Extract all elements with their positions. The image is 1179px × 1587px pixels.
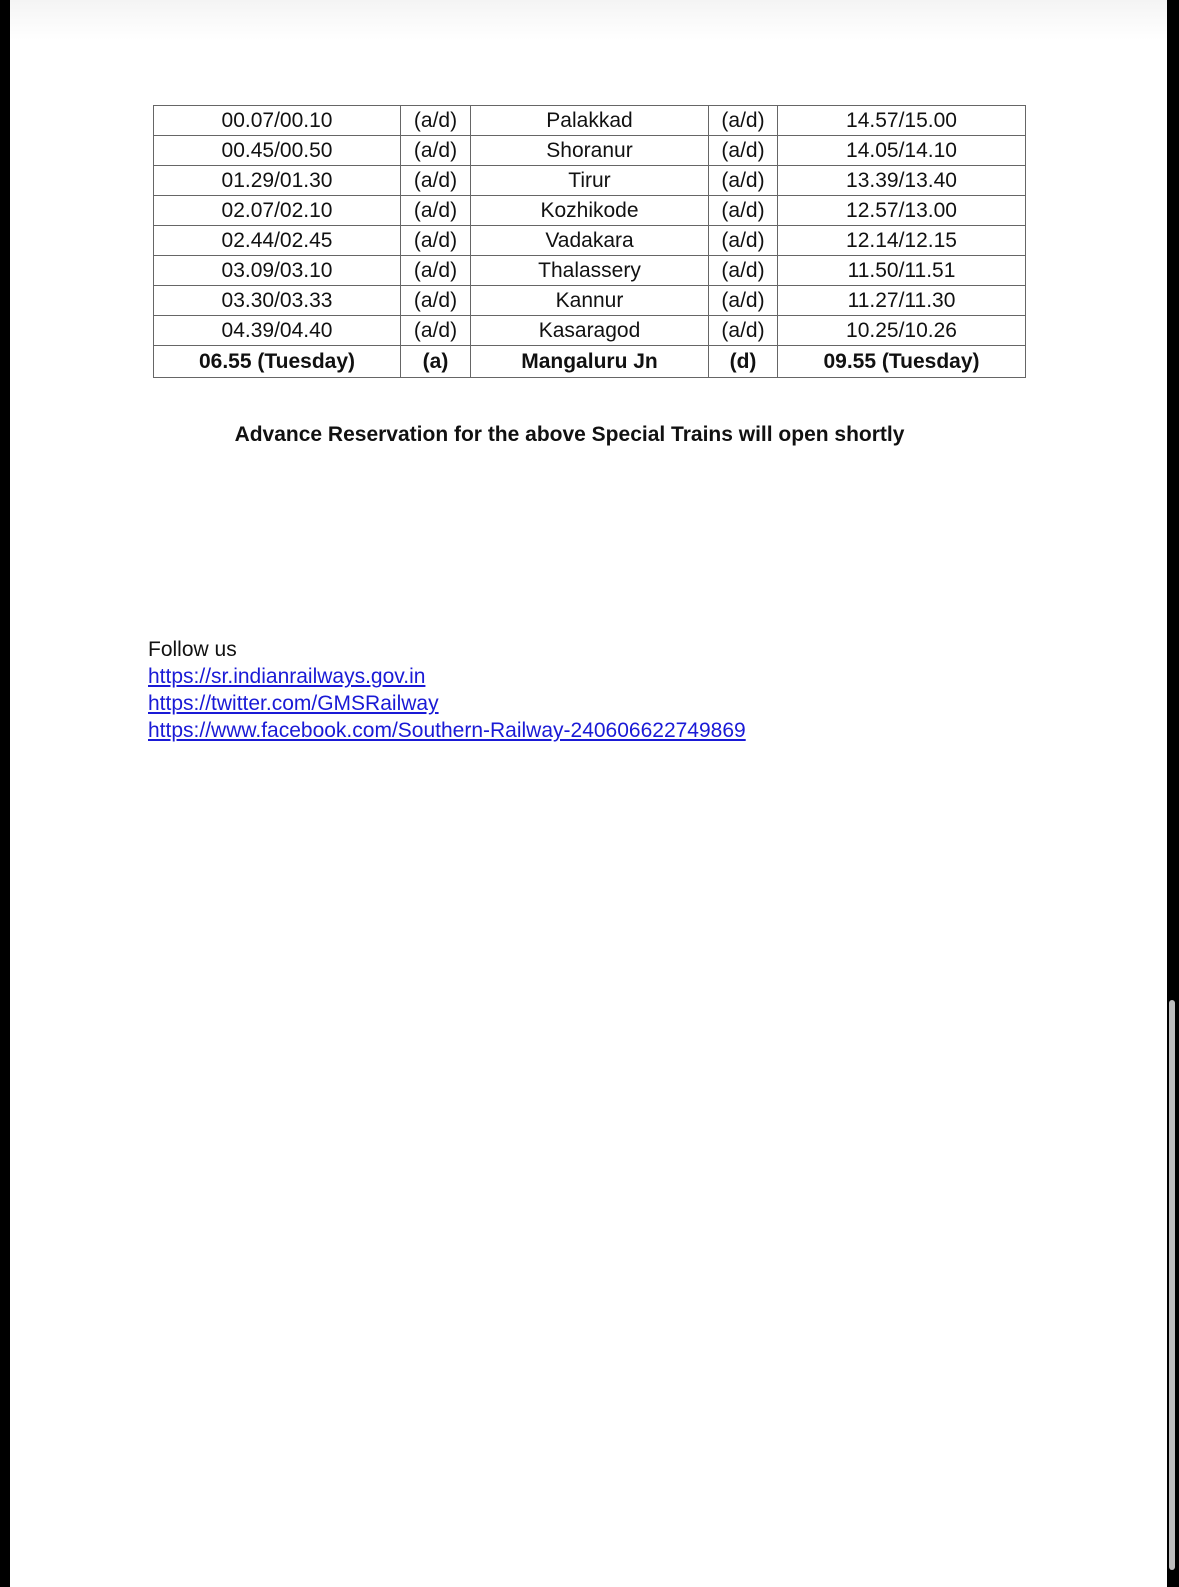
down-flag: (a/d) <box>401 196 471 226</box>
website-link[interactable]: https://sr.indianrailways.gov.in <box>148 665 426 688</box>
follow-us-heading: Follow us <box>148 638 237 661</box>
table-row <box>154 196 1026 226</box>
table-row <box>154 316 1026 346</box>
twitter-link[interactable]: https://twitter.com/GMSRailway <box>148 692 439 715</box>
table-row <box>154 226 1026 256</box>
down-time: 00.45/00.50 <box>154 136 401 166</box>
up-time: 14.05/14.10 <box>778 136 1026 166</box>
up-flag: (a/d) <box>709 286 778 316</box>
up-time: 11.27/11.30 <box>778 286 1026 316</box>
up-time: 13.39/13.40 <box>778 166 1026 196</box>
table-row <box>154 286 1026 316</box>
up-flag: (a/d) <box>709 166 778 196</box>
down-time: 03.30/03.33 <box>154 286 401 316</box>
facebook-link[interactable]: https://www.facebook.com/Southern-Railway-240606622749869 <box>148 719 746 742</box>
up-time: 10.25/10.26 <box>778 316 1026 346</box>
down-flag: (a/d) <box>401 106 471 136</box>
station-name: Thalassery <box>471 256 709 286</box>
up-time: 11.50/11.51 <box>778 256 1026 286</box>
up-flag: (d) <box>709 346 778 378</box>
table-row <box>154 106 1026 136</box>
station-name: Kannur <box>471 286 709 316</box>
vertical-scrollbar[interactable] <box>1169 1000 1175 1570</box>
page-top-shade <box>10 0 1167 40</box>
down-time: 02.07/02.10 <box>154 196 401 226</box>
up-flag: (a/d) <box>709 106 778 136</box>
down-flag: (a/d) <box>401 226 471 256</box>
down-flag: (a/d) <box>401 136 471 166</box>
up-flag: (a/d) <box>709 196 778 226</box>
station-name: Kozhikode <box>471 196 709 226</box>
station-name: Tirur <box>471 166 709 196</box>
down-flag: (a/d) <box>401 286 471 316</box>
up-flag: (a/d) <box>709 226 778 256</box>
terminal-row <box>154 346 1026 378</box>
down-time: 04.39/04.40 <box>154 316 401 346</box>
station-name: Shoranur <box>471 136 709 166</box>
table-row <box>154 166 1026 196</box>
reservation-notice: Advance Reservation for the above Special Trains will open shortly <box>234 423 905 446</box>
station-name: Palakkad <box>471 106 709 136</box>
up-time: 12.14/12.15 <box>778 226 1026 256</box>
up-time: 14.57/15.00 <box>778 106 1026 136</box>
down-time: 00.07/00.10 <box>154 106 401 136</box>
up-time: 09.55 (Tuesday) <box>778 346 1026 378</box>
down-flag: (a/d) <box>401 256 471 286</box>
down-time: 06.55 (Tuesday) <box>154 346 401 378</box>
up-flag: (a/d) <box>709 256 778 286</box>
station-name: Kasaragod <box>471 316 709 346</box>
document-page <box>10 0 1167 1587</box>
train-timetable <box>153 105 1026 378</box>
station-name: Mangaluru Jn <box>471 346 709 378</box>
follow-us-section <box>148 636 746 744</box>
up-time: 12.57/13.00 <box>778 196 1026 226</box>
down-flag: (a) <box>401 346 471 378</box>
down-flag: (a/d) <box>401 316 471 346</box>
down-time: 01.29/01.30 <box>154 166 401 196</box>
down-time: 03.09/03.10 <box>154 256 401 286</box>
up-flag: (a/d) <box>709 316 778 346</box>
up-flag: (a/d) <box>709 136 778 166</box>
down-flag: (a/d) <box>401 166 471 196</box>
station-name: Vadakara <box>471 226 709 256</box>
down-time: 02.44/02.45 <box>154 226 401 256</box>
table-row <box>154 256 1026 286</box>
table-row <box>154 136 1026 166</box>
